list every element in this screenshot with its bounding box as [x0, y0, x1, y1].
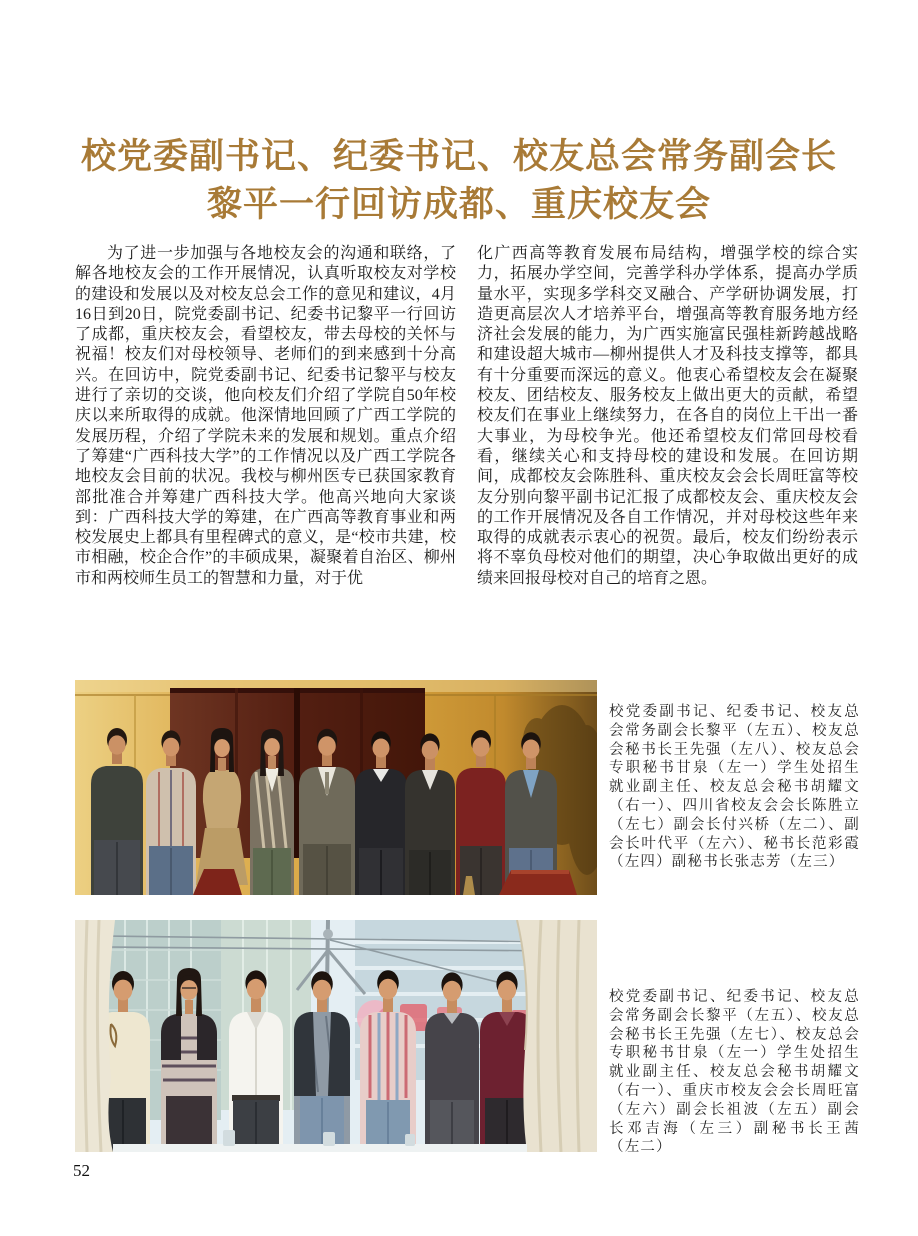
body-text-left: 为了进一步加强与各地校友会的沟通和联络，了解各地校友会的工作开展情况，认真听取校友对学校的建设和发展以及对校友总会工作的意见和建议，4月16日到20日，院党委副书记、纪委书记黎平一行回访了成都，重庆校友会，看望校友，带去母校的关怀与祝福！校友们对母校领导、老师们的到来感到十分高兴。在回访中，院党委副书记、纪委书记黎平与校友进行了亲切的交谈，他向校友们介绍了学院自50年校庆以来所取得的成就。他深情地回顾了广西工学院的发展历程，介绍了学院未来的发展和规划。重点介绍了筹建“广西科技大学”的工作情况以及广西工学院各地校友会目前的状况。我校与柳州医专已获国家教育部批准合并筹建广西科技大学。他高兴地向大家谈到：广西科技大学的筹建，在广西高等教育事业和两校发展史上都具有里程碑式的意义，是“校市共建，校市相融，校企合作”的丰硕成果，凝聚着自治区、柳州市和两校师生员工的智慧和力量，对于优: [75, 245, 456, 587]
article-body: [75, 244, 858, 589]
photo-2: [75, 920, 597, 1152]
article-title: [0, 133, 918, 229]
body-text-right: 化广西高等教育发展布局结构，增强学校的综合实力，拓展办学空间，完善学科办学体系，提高办学质量水平，实现多学科交叉融合、产学研协调发展，打造更高层次人才培养平台，增强高等教育服务地方经济社会发展的能力，为广西实施富民强桂新跨越战略和建设超大城市—柳州提供人才及科技支撑等，都具有十分重要而深远的意义。他衷心希望校友会在凝聚校友、团结校友、服务校友上做出更大的贡献，希望校友们在事业上继续努力，在各自的岗位上干出一番大事业，为母校争光。他还希望校友们常回母校看看，继续关心和支持母校的建设和发展。在回访期间，成都校友会陈胜科、重庆校友会会长周旺富等校友分别向黎平副书记汇报了成都校友会、重庆校友会的工作开展情况及各自工作情况，并对母校这些年来取得的成就表示衷心的祝贺。最后，校友们纷纷表示将不辜负母校对他们的期望，决心争取做出更好的成绩来回报母校对自己的培育之恩。: [477, 245, 858, 587]
page-number: 52: [73, 1161, 90, 1180]
body-column-left: [75, 244, 456, 589]
title-line-1: 校党委副书记、纪委书记、校友总会常务副会长: [80, 137, 837, 176]
body-column-right: [477, 244, 858, 589]
photo-2-caption: 校党委副书记、纪委书记、校友总会常务副会长黎平（左五）、校友总会秘书长王先强（左七）、校友总会专职秘书甘泉（左一）学生处招生就业副主任、校友总会秘书胡耀文（右一）、重庆市校友会会长周旺富（左六）副会长祖波（左五）副会长邓吉海（左三）副秘书长王茜（左二）: [609, 989, 860, 1156]
photo-1: [75, 680, 597, 895]
photo-1-caption: 校党委副书记、纪委书记、校友总会常务副会长黎平（左五）、校友总会秘书长王先强（左八）、校友总会专职秘书甘泉（左一）学生处招生就业副主任、校友总会秘书胡耀文（右一）、四川省校友会会长陈胜立（左七）副会长付兴桥（左二）、副会长叶代平（左六）、秘书长范彩霞（左四）副秘书长张志芳（左三）: [609, 704, 860, 871]
photo2-curtain-right: [517, 920, 597, 1152]
title-line-2: 黎平一行回访成都、重庆校友会: [206, 185, 711, 224]
